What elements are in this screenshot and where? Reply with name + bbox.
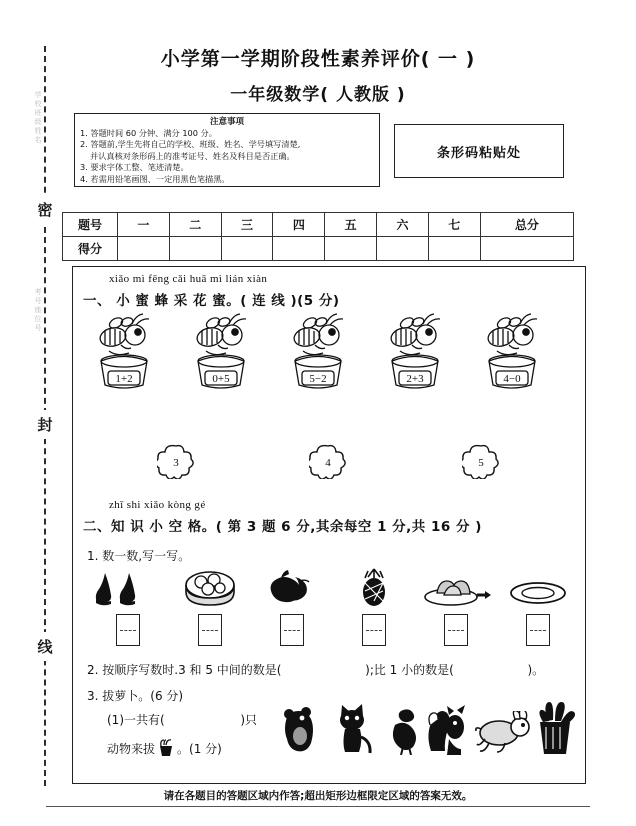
- flower-value: 4: [325, 457, 331, 469]
- page-title: 小学第一学期阶段性素养评价( 一 ): [160, 48, 476, 70]
- bee-expression: 0+5: [212, 373, 230, 385]
- steamer-basket-icon: [173, 567, 247, 611]
- empty-plate-icon: [501, 567, 575, 611]
- score-cell-2[interactable]: [169, 237, 221, 261]
- animal-item: [279, 705, 321, 755]
- table-row-question-numbers: [63, 213, 574, 237]
- flower-value: 5: [478, 457, 484, 469]
- bee-with-bucket-icon: [382, 311, 448, 397]
- table-row-scores: [63, 237, 574, 261]
- score-row-label-question: 题号: [63, 213, 118, 237]
- flower-icon: [157, 443, 195, 479]
- notice-list: [80, 128, 374, 185]
- flower-value: 3: [173, 457, 179, 469]
- answer-box[interactable]: [116, 614, 140, 646]
- answer-box[interactable]: [280, 614, 304, 646]
- answer-area-box: [72, 266, 586, 784]
- question2-item1-prompt: 1. 数一数,写一写。: [87, 549, 191, 563]
- answer-box[interactable]: [526, 614, 550, 646]
- question2-pinyin: zhī shi xiǎo kòng gé: [109, 499, 206, 511]
- notice-box: [74, 113, 380, 187]
- answer-box[interactable]: [362, 614, 386, 646]
- bee-with-bucket-icon: [91, 311, 157, 397]
- footer-note: 请在各题目的答题区域内作答;超出矩形边框限定区域的答案无效。: [163, 790, 473, 802]
- bee-expression: 4−0: [503, 373, 521, 385]
- notice-item-1: 1. 答题时间 60 分钟、满分 100 分。: [80, 128, 217, 138]
- score-cell-total[interactable]: [480, 237, 573, 261]
- score-col-6: 六: [377, 213, 429, 237]
- flower-icon: [462, 443, 500, 479]
- carrot-plant-inline-icon: [157, 739, 175, 757]
- seal-char-feng: 封: [33, 410, 57, 439]
- score-cell-7[interactable]: [428, 237, 480, 261]
- footer-divider: [46, 806, 590, 807]
- sub2-text-b: 。(1 分): [177, 741, 222, 756]
- score-cell-4[interactable]: [273, 237, 325, 261]
- question1-pinyin: xiǎo mì fēng cǎi huā mì lián xiàn: [109, 273, 268, 285]
- sub2-text-a: 动物来拔: [107, 741, 156, 756]
- question1-heading: 一、 小 蜜 蜂 采 花 蜜。( 连 线 )(5 分): [83, 293, 340, 309]
- barcode-paste-area: [394, 124, 564, 178]
- margin-faint-text-2: 考号座位号: [34, 287, 42, 333]
- score-cell-1[interactable]: [118, 237, 170, 261]
- sealing-line-margin: [0, 0, 72, 826]
- score-col-5: 五: [325, 213, 377, 237]
- rabbit-running-icon: [475, 711, 531, 755]
- score-table: [62, 212, 574, 261]
- barcode-label: 条形码粘贴处: [436, 145, 521, 161]
- question2-item3-sub2: [107, 739, 222, 757]
- counting-picture-row: [91, 567, 569, 653]
- bee-with-bucket-icon: [285, 311, 351, 397]
- page-subtitle: 一年级数学( 人教版 ): [230, 85, 406, 105]
- question2-item2: [87, 661, 544, 678]
- score-col-total: 总分: [480, 213, 573, 237]
- score-col-4: 四: [273, 213, 325, 237]
- question2-item3-prompt: 3. 拔萝卜。(6 分): [87, 689, 184, 703]
- notice-item-2: 2. 答题前,学生先将自己的学校、班级、姓名、学号填写清楚,: [80, 139, 301, 150]
- score-cell-3[interactable]: [221, 237, 273, 261]
- score-col-1: 一: [118, 213, 170, 237]
- pineapple-icon: [337, 567, 411, 611]
- bee-item[interactable]: [188, 311, 272, 397]
- score-col-7: 七: [428, 213, 480, 237]
- carrot-plant-icon: [535, 701, 575, 755]
- answer-box[interactable]: [198, 614, 222, 646]
- notice-item-4: 4. 若需用铅笔画图、一定用黑色笔描黑。: [80, 173, 230, 184]
- picture-item: [419, 567, 493, 646]
- score-row-label-score: 得分: [63, 237, 118, 261]
- animal-item: [387, 707, 421, 755]
- seal-char-mi: 密: [33, 195, 57, 224]
- notice-item-2-cont: 并认真核对条形码上的准考证号、姓名及科目是否正确。: [90, 150, 295, 161]
- carrot-plant-item: [535, 701, 575, 755]
- bee-item[interactable]: [382, 311, 466, 397]
- bee-expression: 5−2: [309, 373, 327, 385]
- question2-item2-part1: 2. 按顺序写数时.3 和 5 中间的数是(: [87, 663, 282, 677]
- bee-row: [91, 311, 569, 407]
- picture-item: [501, 567, 575, 646]
- score-cell-6[interactable]: [377, 237, 429, 261]
- picture-item: [337, 567, 411, 646]
- bee-item[interactable]: [91, 311, 175, 397]
- question2-item2-part2: );比 1 小的数是(: [365, 663, 454, 677]
- sub1-text-a: (1)一共有(: [107, 713, 165, 727]
- animal-item: [475, 711, 531, 755]
- animal-item: [333, 703, 375, 755]
- score-cell-5[interactable]: [325, 237, 377, 261]
- question2-item2-part3: )。: [527, 663, 545, 677]
- animal-row: [279, 699, 569, 755]
- flower-item[interactable]: [309, 443, 353, 479]
- seal-char-xian: 线: [33, 632, 57, 661]
- notice-title: 注意事项: [209, 117, 244, 127]
- flower-item[interactable]: [157, 443, 201, 479]
- question2-item3-sub1: [107, 711, 257, 728]
- flower-icon: [309, 443, 347, 479]
- squirrel-icon: [425, 701, 469, 755]
- margin-faint-text: 学校班级姓名: [34, 91, 42, 145]
- dumplings-plate-icon: [419, 567, 493, 611]
- question2-heading: 二、知 识 小 空 格。( 第 3 题 6 分,其余每空 1 分,共 16 分 ): [83, 519, 482, 535]
- bee-expression: 1+2: [115, 373, 133, 385]
- bee-item[interactable]: [479, 311, 563, 397]
- bee-expression: 2+3: [406, 373, 424, 385]
- bee-item[interactable]: [285, 311, 369, 397]
- answer-box[interactable]: [444, 614, 468, 646]
- score-col-3: 三: [221, 213, 273, 237]
- flower-row: [91, 443, 569, 487]
- notice-item-3: 3. 要求字体工整、笔迹清楚。: [80, 162, 189, 173]
- shoes-icon: [91, 567, 165, 611]
- bee-with-bucket-icon: [479, 311, 545, 397]
- picture-item: [173, 567, 247, 646]
- picture-item: [91, 567, 165, 646]
- bird-icon: [387, 707, 421, 755]
- score-col-2: 二: [169, 213, 221, 237]
- animal-item: [425, 701, 469, 755]
- cat-icon: [333, 703, 375, 755]
- bear-icon: [279, 705, 321, 755]
- strawberry-icon: [255, 567, 329, 611]
- bee-with-bucket-icon: [188, 311, 254, 397]
- picture-item: [255, 567, 329, 646]
- sub1-text-b: )只: [240, 713, 258, 727]
- flower-item[interactable]: [462, 443, 506, 479]
